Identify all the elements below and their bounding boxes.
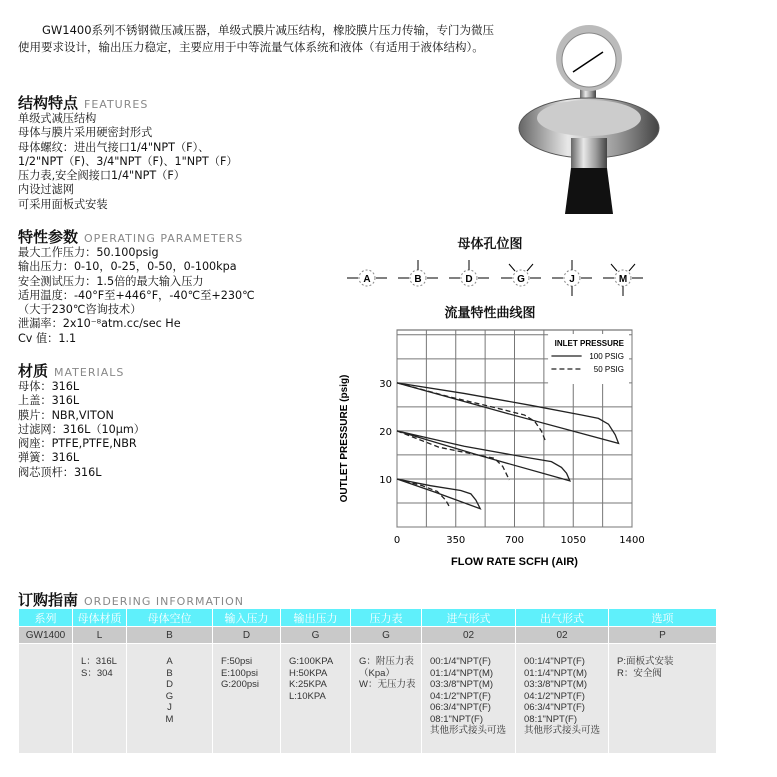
list-item: 适用温度：-40°F至+446°F，-40℃至+230℃	[18, 288, 255, 302]
list-item: 内设过滤网	[18, 183, 74, 197]
list-item: 泄漏率：2x10⁻⁸atm.cc/sec He	[18, 317, 181, 331]
option-item: R：安全阀	[617, 667, 662, 679]
ordering-heading: 订购指南 ORDERING INFORMATION	[18, 591, 244, 609]
x-tick-label: 1400	[619, 535, 645, 546]
port-layout-J	[550, 258, 594, 298]
chart-title: 流量特性曲线图	[444, 306, 536, 321]
features-list	[18, 112, 238, 212]
list-item: 母体与膜片采用硬密封形式	[18, 126, 153, 140]
materials-list	[18, 380, 145, 480]
features-heading: 结构特点 FEATURES	[18, 94, 149, 112]
list-item: 1/2"NPT（F)、3/4"NPT（F)、1"NPT（F）	[18, 154, 238, 168]
port-diagram-title: 母体孔位图	[457, 237, 523, 252]
option-item: 01:1/4"NPT(M)	[430, 667, 494, 679]
column-header: 输出压力	[281, 609, 351, 627]
list-item: 可采用面板式安装	[18, 197, 108, 211]
table-cell: D	[213, 627, 281, 644]
table-cell: G	[281, 627, 351, 644]
table-cell	[127, 644, 213, 754]
option-item: G:200psi	[221, 679, 260, 690]
legend-label: 50 PSIG	[593, 365, 624, 374]
table-cell	[516, 644, 609, 754]
table-cell	[351, 644, 422, 754]
y-axis-label: OUTLET PRESSURE (psig)	[339, 374, 350, 503]
column-header: 出气形式	[516, 609, 609, 627]
option-item: 08:1"NPT(F)	[430, 713, 483, 725]
list-item: 输出压力：0-10，0-25，0-50，0-100kpa	[18, 260, 237, 274]
option-item: L：316L	[81, 656, 117, 667]
list-item: 安全测试压力：1.5倍的最大输入压力	[18, 274, 204, 288]
table-cell: B	[127, 627, 213, 644]
option-item: E:100psi	[221, 667, 258, 679]
option-item: （Kpa）	[359, 667, 395, 679]
port-layout-D	[447, 258, 491, 298]
option-item: 04:1/2"NPT(F)	[430, 690, 491, 702]
table-row	[19, 627, 717, 644]
port-label: B	[414, 274, 422, 285]
materials-heading: 材质 MATERIALS	[18, 362, 125, 380]
table-cell: G	[351, 627, 422, 644]
table-cell: P	[609, 627, 717, 644]
option-item: 04:1/2"NPT(F)	[524, 690, 585, 702]
x-tick-label: 1050	[560, 535, 586, 546]
column-header: 系列	[19, 609, 73, 627]
ordering-table	[18, 608, 717, 754]
y-tick-label: 30	[379, 378, 392, 390]
option-item: 00:1/4"NPT(F)	[524, 656, 585, 667]
port-label: G	[516, 274, 525, 285]
option-item: D	[166, 679, 173, 690]
list-item: 膜片：NBR,VITON	[18, 408, 114, 422]
option-item: B	[166, 667, 173, 679]
option-item: G：附压力表	[359, 656, 414, 667]
port-label: M	[618, 274, 628, 285]
y-tick-label: 10	[379, 474, 392, 486]
list-item: 最大工作压力：50.100psig	[18, 246, 159, 259]
option-item: F:50psi	[221, 656, 253, 667]
port-layout-M	[601, 258, 645, 298]
y-tick-label: 20	[379, 426, 392, 438]
column-header: 母体空位	[127, 609, 213, 627]
table-row	[19, 644, 717, 754]
x-axis-label: FLOW RATE SCFH (AIR)	[451, 556, 578, 568]
table-cell	[609, 644, 717, 754]
port-layout-B	[396, 258, 440, 298]
port-layout-A	[345, 258, 389, 298]
list-item: 阀芯顶杆：316L	[18, 465, 102, 479]
intro-paragraph: GW1400系列不锈钢微压减压器，单级式膜片减压结构，橡胶膜片压力传输，专门为微压使用要求设计，输出压力稳定，主要应用于中等流量气体系统和液体（有适用于液体结构）。	[18, 23, 495, 54]
column-header: 输入压力	[213, 609, 281, 627]
option-item: W：无压力表	[359, 679, 416, 690]
option-item: 06:3/4"NPT(F)	[430, 702, 491, 713]
option-item: 06:3/4"NPT(F)	[524, 702, 585, 713]
table-cell: 02	[422, 627, 516, 644]
option-item: A	[166, 656, 173, 667]
x-tick-label: 350	[446, 535, 466, 546]
table-cell: 02	[516, 627, 609, 644]
list-item: 阀座：PTFE,PTFE,NBR	[18, 437, 137, 451]
option-item: K:25KPA	[289, 679, 327, 690]
option-item: 其他形式接头可选	[430, 725, 507, 736]
flow-chart	[325, 320, 655, 570]
regulator-photo	[515, 18, 665, 218]
port-label: D	[465, 274, 473, 285]
legend-label: 100 PSIG	[589, 352, 624, 361]
table-cell	[281, 644, 351, 754]
list-item: 压力表,安全阀接口1/4"NPT（F）	[18, 169, 185, 183]
option-item: 08:1"NPT(F)	[524, 713, 577, 725]
list-item: 单级式减压结构	[18, 112, 97, 125]
list-item: 过滤网：316L（10μm）	[18, 422, 145, 436]
params-list	[18, 246, 255, 346]
column-header: 进气形式	[422, 609, 516, 627]
port-diagram	[345, 258, 645, 298]
table-cell: GW1400	[19, 627, 73, 644]
list-item: Cv 值：1.1	[18, 331, 77, 345]
legend-title: INLET PRESSURE	[554, 339, 624, 348]
list-item: 母体：316L	[18, 380, 80, 393]
table-cell: L	[73, 627, 127, 644]
option-item: 00:1/4"NPT(F)	[430, 656, 491, 667]
column-header: 母体材质	[73, 609, 127, 627]
option-item: 03:3/8"NPT(M)	[524, 679, 588, 690]
list-item: 上盖：316L	[18, 394, 80, 408]
column-header: 压力表	[351, 609, 422, 627]
port-label: A	[363, 274, 371, 285]
params-heading: 特性参数 OPERATING PARAMETERS	[18, 228, 244, 246]
option-item: M	[165, 713, 174, 725]
option-item: G	[165, 690, 174, 702]
option-item: P:面板式安装	[617, 656, 674, 667]
port-layout-G	[499, 258, 543, 298]
option-item: 03:3/8"NPT(M)	[430, 679, 494, 690]
option-item: H:50KPA	[289, 667, 328, 679]
option-item: S：304	[81, 667, 113, 679]
x-tick-label: 0	[393, 535, 401, 546]
table-cell	[73, 644, 127, 754]
option-item: J	[167, 702, 172, 713]
table-row	[19, 609, 717, 627]
table-cell	[19, 644, 73, 754]
table-cell	[213, 644, 281, 754]
option-item: 其他形式接头可选	[524, 725, 601, 736]
column-header: 选项	[609, 609, 717, 627]
x-tick-label: 700	[504, 535, 525, 546]
option-item: G:100KPA	[289, 656, 334, 667]
table-cell	[422, 644, 516, 754]
option-item: 01:1/4"NPT(M)	[524, 667, 588, 679]
list-item: 弹簧：316L	[18, 451, 80, 465]
option-item: L:10KPA	[289, 690, 326, 702]
list-item: 母体螺纹：进出气接口1/4"NPT（F）、	[18, 140, 210, 154]
list-item: （大于230℃咨询技术）	[18, 303, 142, 317]
port-label: J	[568, 274, 575, 285]
